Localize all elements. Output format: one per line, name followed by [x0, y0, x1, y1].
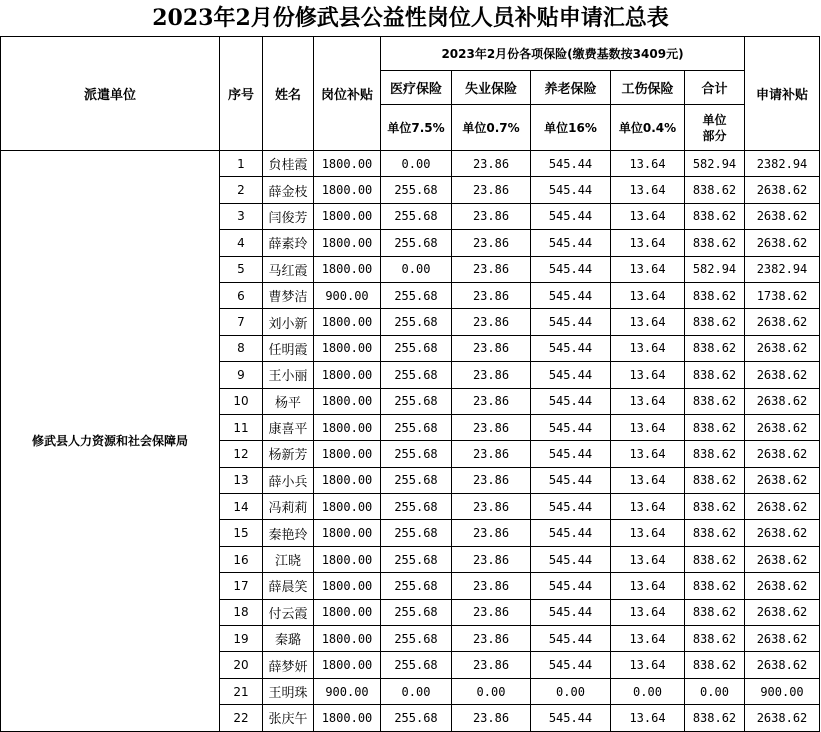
cell-post-subsidy: 1800.00 [314, 388, 381, 414]
cell-total: 0.00 [685, 678, 745, 704]
cell-medical: 0.00 [381, 256, 452, 282]
cell-unemployment: 23.86 [452, 467, 531, 493]
cell-seq: 21 [220, 678, 263, 704]
cell-medical: 255.68 [381, 388, 452, 414]
cell-total: 838.62 [685, 546, 745, 572]
cell-name: 曹梦洁 [263, 282, 314, 308]
header-post-subsidy: 岗位补贴 [314, 37, 381, 151]
cell-name: 江晓 [263, 546, 314, 572]
cell-seq: 14 [220, 494, 263, 520]
cell-injury: 13.64 [611, 441, 685, 467]
cell-medical: 255.68 [381, 546, 452, 572]
header-injury: 工伤保险 [611, 71, 685, 105]
cell-apply: 2638.62 [745, 441, 820, 467]
cell-pension: 545.44 [531, 203, 611, 229]
cell-apply: 2638.62 [745, 335, 820, 361]
cell-unemployment: 23.86 [452, 705, 531, 731]
cell-name: 薛梦妍 [263, 652, 314, 678]
cell-total: 838.62 [685, 599, 745, 625]
cell-injury: 13.64 [611, 494, 685, 520]
cell-apply: 2638.62 [745, 705, 820, 731]
cell-post-subsidy: 1800.00 [314, 309, 381, 335]
cell-post-subsidy: 1800.00 [314, 467, 381, 493]
cell-post-subsidy: 1800.00 [314, 546, 381, 572]
table-row [1, 151, 820, 177]
cell-apply: 2638.62 [745, 309, 820, 335]
cell-medical: 255.68 [381, 230, 452, 256]
cell-seq: 2 [220, 177, 263, 203]
cell-pension: 545.44 [531, 388, 611, 414]
cell-total: 838.62 [685, 282, 745, 308]
cell-pension: 545.44 [531, 309, 611, 335]
cell-post-subsidy: 1800.00 [314, 256, 381, 282]
cell-injury: 13.64 [611, 282, 685, 308]
cell-apply: 2638.62 [745, 203, 820, 229]
cell-unemployment: 23.86 [452, 441, 531, 467]
cell-seq: 6 [220, 282, 263, 308]
cell-total: 838.62 [685, 573, 745, 599]
subsidy-table [0, 36, 820, 732]
cell-seq: 12 [220, 441, 263, 467]
cell-seq: 15 [220, 520, 263, 546]
cell-seq: 5 [220, 256, 263, 282]
cell-total: 838.62 [685, 177, 745, 203]
cell-seq: 20 [220, 652, 263, 678]
cell-injury: 13.64 [611, 546, 685, 572]
cell-medical: 255.68 [381, 309, 452, 335]
cell-seq: 17 [220, 573, 263, 599]
header-row-1 [1, 37, 820, 71]
cell-apply: 2638.62 [745, 388, 820, 414]
cell-name: 康喜平 [263, 414, 314, 440]
cell-name: 王明珠 [263, 678, 314, 704]
cell-post-subsidy: 1800.00 [314, 441, 381, 467]
header-insurance-group: 2023年2月份各项保险(缴费基数按3409元) [381, 37, 745, 71]
cell-seq: 19 [220, 626, 263, 652]
table-body [1, 37, 820, 732]
cell-apply: 2638.62 [745, 626, 820, 652]
cell-name: 薛素玲 [263, 230, 314, 256]
cell-unemployment: 23.86 [452, 494, 531, 520]
cell-unemployment: 23.86 [452, 414, 531, 440]
cell-medical: 255.68 [381, 652, 452, 678]
cell-seq: 8 [220, 335, 263, 361]
cell-injury: 13.64 [611, 573, 685, 599]
cell-total: 838.62 [685, 388, 745, 414]
cell-apply: 2638.62 [745, 573, 820, 599]
cell-injury: 13.64 [611, 626, 685, 652]
header-total: 合计 [685, 71, 745, 105]
header-unemployment-rate: 单位0.7% [452, 105, 531, 151]
cell-injury: 0.00 [611, 678, 685, 704]
cell-medical: 255.68 [381, 414, 452, 440]
cell-apply: 2382.94 [745, 256, 820, 282]
cell-medical: 255.68 [381, 520, 452, 546]
cell-injury: 13.64 [611, 705, 685, 731]
cell-apply: 2382.94 [745, 151, 820, 177]
cell-pension: 545.44 [531, 177, 611, 203]
cell-post-subsidy: 1800.00 [314, 573, 381, 599]
cell-name: 闫俊芳 [263, 203, 314, 229]
cell-total: 838.62 [685, 362, 745, 388]
cell-pension: 545.44 [531, 520, 611, 546]
cell-name: 秦艳玲 [263, 520, 314, 546]
cell-total: 838.62 [685, 626, 745, 652]
cell-apply: 2638.62 [745, 177, 820, 203]
cell-pension: 545.44 [531, 599, 611, 625]
cell-medical: 0.00 [381, 151, 452, 177]
cell-unemployment: 23.86 [452, 151, 531, 177]
cell-medical: 255.68 [381, 599, 452, 625]
cell-injury: 13.64 [611, 151, 685, 177]
cell-total: 838.62 [685, 705, 745, 731]
cell-name: 张庆午 [263, 705, 314, 731]
cell-unemployment: 23.86 [452, 335, 531, 361]
cell-unemployment: 23.86 [452, 652, 531, 678]
cell-medical: 255.68 [381, 441, 452, 467]
cell-pension: 545.44 [531, 705, 611, 731]
cell-seq: 18 [220, 599, 263, 625]
cell-unemployment: 23.86 [452, 282, 531, 308]
cell-total: 838.62 [685, 467, 745, 493]
cell-post-subsidy: 1800.00 [314, 151, 381, 177]
page-title: 2023年2月份修武县公益性岗位人员补贴申请汇总表 [152, 5, 669, 31]
cell-medical: 0.00 [381, 678, 452, 704]
cell-apply: 900.00 [745, 678, 820, 704]
cell-apply: 2638.62 [745, 546, 820, 572]
cell-name: 薛晨笑 [263, 573, 314, 599]
cell-pension: 545.44 [531, 256, 611, 282]
cell-total: 838.62 [685, 520, 745, 546]
cell-total: 838.62 [685, 335, 745, 361]
cell-name: 贠桂霞 [263, 151, 314, 177]
cell-name: 刘小新 [263, 309, 314, 335]
header-pension-rate: 单位16% [531, 105, 611, 151]
cell-name: 杨新芳 [263, 441, 314, 467]
cell-unemployment: 23.86 [452, 520, 531, 546]
cell-unemployment: 23.86 [452, 362, 531, 388]
cell-unemployment: 23.86 [452, 573, 531, 599]
cell-injury: 13.64 [611, 520, 685, 546]
cell-seq: 3 [220, 203, 263, 229]
cell-apply: 2638.62 [745, 230, 820, 256]
cell-injury: 13.64 [611, 652, 685, 678]
cell-pension: 545.44 [531, 414, 611, 440]
cell-pension: 545.44 [531, 362, 611, 388]
cell-seq: 22 [220, 705, 263, 731]
cell-injury: 13.64 [611, 362, 685, 388]
header-name: 姓名 [263, 37, 314, 151]
cell-post-subsidy: 1800.00 [314, 599, 381, 625]
cell-unemployment: 23.86 [452, 177, 531, 203]
cell-total: 838.62 [685, 414, 745, 440]
cell-injury: 13.64 [611, 335, 685, 361]
cell-unemployment: 23.86 [452, 203, 531, 229]
header-apply: 申请补贴 [745, 37, 820, 151]
cell-post-subsidy: 1800.00 [314, 230, 381, 256]
cell-total: 838.62 [685, 652, 745, 678]
cell-total: 582.94 [685, 151, 745, 177]
cell-name: 任明霞 [263, 335, 314, 361]
cell-seq: 16 [220, 546, 263, 572]
cell-injury: 13.64 [611, 177, 685, 203]
cell-injury: 13.64 [611, 203, 685, 229]
cell-injury: 13.64 [611, 388, 685, 414]
cell-apply: 1738.62 [745, 282, 820, 308]
cell-name: 王小丽 [263, 362, 314, 388]
cell-injury: 13.64 [611, 414, 685, 440]
header-injury-rate: 单位0.4% [611, 105, 685, 151]
cell-unemployment: 23.86 [452, 309, 531, 335]
cell-unemployment: 23.86 [452, 388, 531, 414]
header-total-part-text: 单位部分 [702, 112, 727, 143]
cell-medical: 255.68 [381, 626, 452, 652]
cell-pension: 545.44 [531, 441, 611, 467]
header-total-part [685, 105, 745, 151]
cell-post-subsidy: 1800.00 [314, 414, 381, 440]
cell-apply: 2638.62 [745, 652, 820, 678]
cell-name: 杨平 [263, 388, 314, 414]
cell-unemployment: 23.86 [452, 546, 531, 572]
cell-unemployment: 0.00 [452, 678, 531, 704]
cell-pension: 545.44 [531, 573, 611, 599]
cell-unemployment: 23.86 [452, 599, 531, 625]
cell-medical: 255.68 [381, 467, 452, 493]
dispatch-unit-cell: 修武县人力资源和社会保障局 [1, 151, 220, 732]
cell-name: 付云霞 [263, 599, 314, 625]
cell-injury: 13.64 [611, 309, 685, 335]
cell-name: 秦璐 [263, 626, 314, 652]
cell-post-subsidy: 1800.00 [314, 494, 381, 520]
cell-total: 838.62 [685, 203, 745, 229]
cell-seq: 13 [220, 467, 263, 493]
cell-medical: 255.68 [381, 282, 452, 308]
cell-medical: 255.68 [381, 203, 452, 229]
cell-seq: 11 [220, 414, 263, 440]
cell-apply: 2638.62 [745, 414, 820, 440]
header-unit: 派遣单位 [1, 37, 220, 151]
cell-post-subsidy: 1800.00 [314, 652, 381, 678]
cell-injury: 13.64 [611, 230, 685, 256]
cell-total: 838.62 [685, 309, 745, 335]
cell-seq: 9 [220, 362, 263, 388]
cell-post-subsidy: 900.00 [314, 282, 381, 308]
cell-injury: 13.64 [611, 599, 685, 625]
cell-pension: 545.44 [531, 652, 611, 678]
cell-post-subsidy: 1800.00 [314, 177, 381, 203]
header-medical-rate: 单位7.5% [381, 105, 452, 151]
cell-pension: 545.44 [531, 467, 611, 493]
cell-total: 838.62 [685, 230, 745, 256]
cell-apply: 2638.62 [745, 362, 820, 388]
cell-pension: 545.44 [531, 494, 611, 520]
cell-apply: 2638.62 [745, 520, 820, 546]
cell-unemployment: 23.86 [452, 626, 531, 652]
cell-pension: 545.44 [531, 546, 611, 572]
cell-post-subsidy: 1800.00 [314, 362, 381, 388]
cell-pension: 545.44 [531, 335, 611, 361]
cell-pension: 545.44 [531, 626, 611, 652]
header-medical: 医疗保险 [381, 71, 452, 105]
cell-medical: 255.68 [381, 705, 452, 731]
cell-apply: 2638.62 [745, 599, 820, 625]
header-pension: 养老保险 [531, 71, 611, 105]
cell-post-subsidy: 1800.00 [314, 520, 381, 546]
cell-seq: 10 [220, 388, 263, 414]
cell-pension: 545.44 [531, 282, 611, 308]
cell-post-subsidy: 1800.00 [314, 705, 381, 731]
cell-name: 冯莉莉 [263, 494, 314, 520]
cell-post-subsidy: 1800.00 [314, 335, 381, 361]
cell-seq: 4 [220, 230, 263, 256]
cell-medical: 255.68 [381, 494, 452, 520]
cell-pension: 545.44 [531, 151, 611, 177]
header-seq: 序号 [220, 37, 263, 151]
header-unemployment: 失业保险 [452, 71, 531, 105]
cell-post-subsidy: 1800.00 [314, 626, 381, 652]
cell-medical: 255.68 [381, 335, 452, 361]
cell-name: 薛金枝 [263, 177, 314, 203]
cell-pension: 545.44 [531, 230, 611, 256]
cell-name: 马红霞 [263, 256, 314, 282]
cell-medical: 255.68 [381, 573, 452, 599]
cell-pension: 0.00 [531, 678, 611, 704]
cell-apply: 2638.62 [745, 467, 820, 493]
cell-name: 薛小兵 [263, 467, 314, 493]
cell-medical: 255.68 [381, 362, 452, 388]
cell-total: 582.94 [685, 256, 745, 282]
cell-post-subsidy: 900.00 [314, 678, 381, 704]
cell-unemployment: 23.86 [452, 256, 531, 282]
cell-total: 838.62 [685, 441, 745, 467]
cell-seq: 7 [220, 309, 263, 335]
cell-injury: 13.64 [611, 467, 685, 493]
cell-medical: 255.68 [381, 177, 452, 203]
cell-apply: 2638.62 [745, 494, 820, 520]
cell-post-subsidy: 1800.00 [314, 203, 381, 229]
cell-unemployment: 23.86 [452, 230, 531, 256]
cell-total: 838.62 [685, 494, 745, 520]
cell-seq: 1 [220, 151, 263, 177]
cell-injury: 13.64 [611, 256, 685, 282]
